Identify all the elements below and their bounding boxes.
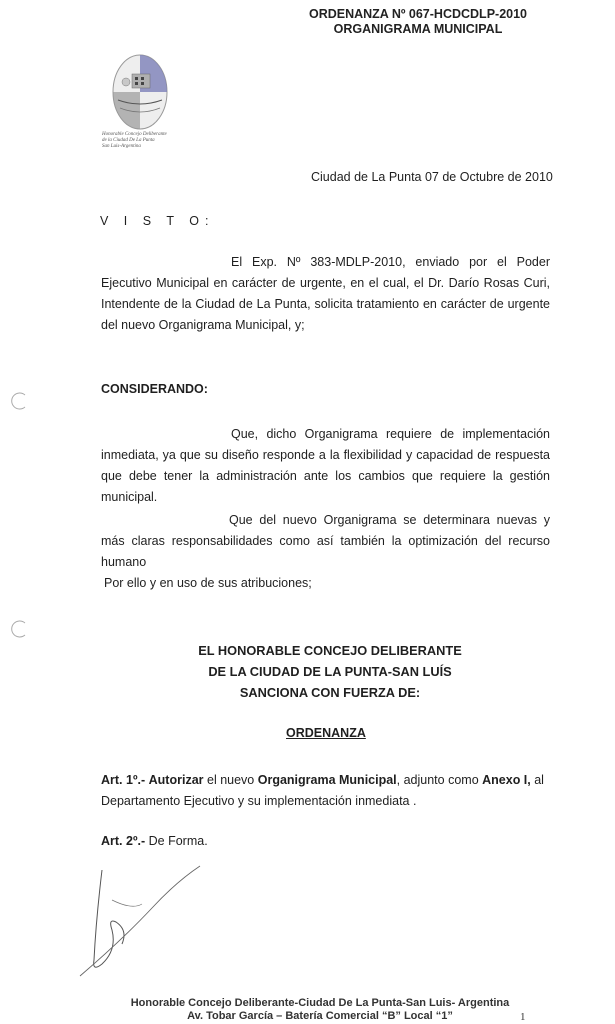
article-1: Art. 1º.- Autorizar el nuevo Organigrama Municipal, adjunto como Anexo I, al Departamento Ejecutivo y su implementación inmediata . [101, 773, 544, 808]
seal-icon [104, 52, 174, 132]
sanciona-line-2: DE LA CIUDAD DE LA PUNTA-SAN LUÍS [208, 664, 452, 679]
handwritten-signature [72, 860, 212, 980]
por-ello-text: Por ello y en uso de sus atribuciones; [104, 576, 312, 590]
sanciona-line-1: EL HONORABLE CONCEJO DELIBERANTE [198, 643, 462, 658]
punch-hole-mark [9, 618, 31, 640]
header-subject: ORGANIGRAMA MUNICIPAL [333, 22, 503, 36]
article-2: Art. 2º.- De Forma. [101, 834, 208, 848]
document-date: Ciudad de La Punta 07 de Octubre de 2010 [311, 170, 553, 184]
document-footer [80, 997, 560, 1023]
logo-caption: Honorable Concejo Deliberante de la Ciudad De La Punta San Luis-Argentina [102, 132, 167, 149]
considerando-paragraph-1: Que, dicho Organigrama requiere de implementación inmediata, ya que su diseño responde a la flexibilidad y capacidad de respuesta que debe tener la administración ante los cambios que requiere la gestión municipal. [101, 427, 550, 504]
ordenanza-title: ORDENANZA [286, 726, 366, 740]
page-number: 1 [520, 1011, 526, 1023]
punch-hole-mark [9, 390, 31, 412]
considerando-heading: CONSIDERANDO: [101, 382, 208, 396]
sanciona-block [120, 640, 540, 703]
visto-heading: V I S T O: [100, 214, 215, 228]
footer-line-2: Av. Tobar García – Batería Comercial “B” Local “1” [187, 1010, 453, 1022]
document-header [309, 7, 527, 37]
visto-paragraph: El Exp. Nº 383-MDLP-2010, enviado por el Poder Ejecutivo Municipal en carácter de urgente, en el cual, el Dr. Darío Rosas Curi, Intendente de la Ciudad de La Punta, solicita tratamiento en carácter de urgente del nuevo Organigrama Municipal, y; [101, 255, 550, 332]
footer-line-1: Honorable Concejo Deliberante-Ciudad De La Punta-San Luis- Argentina [130, 997, 510, 1009]
sanciona-line-3: SANCIONA CON FUERZA DE: [239, 685, 421, 700]
header-ordinance-number: ORDENANZA Nº 067-HCDCDLP-2010 [308, 7, 527, 21]
considerando-paragraph-2: Que del nuevo Organigrama se determinara nuevas y más claras responsabilidades como así también la optimización del recurso humano [101, 513, 550, 569]
